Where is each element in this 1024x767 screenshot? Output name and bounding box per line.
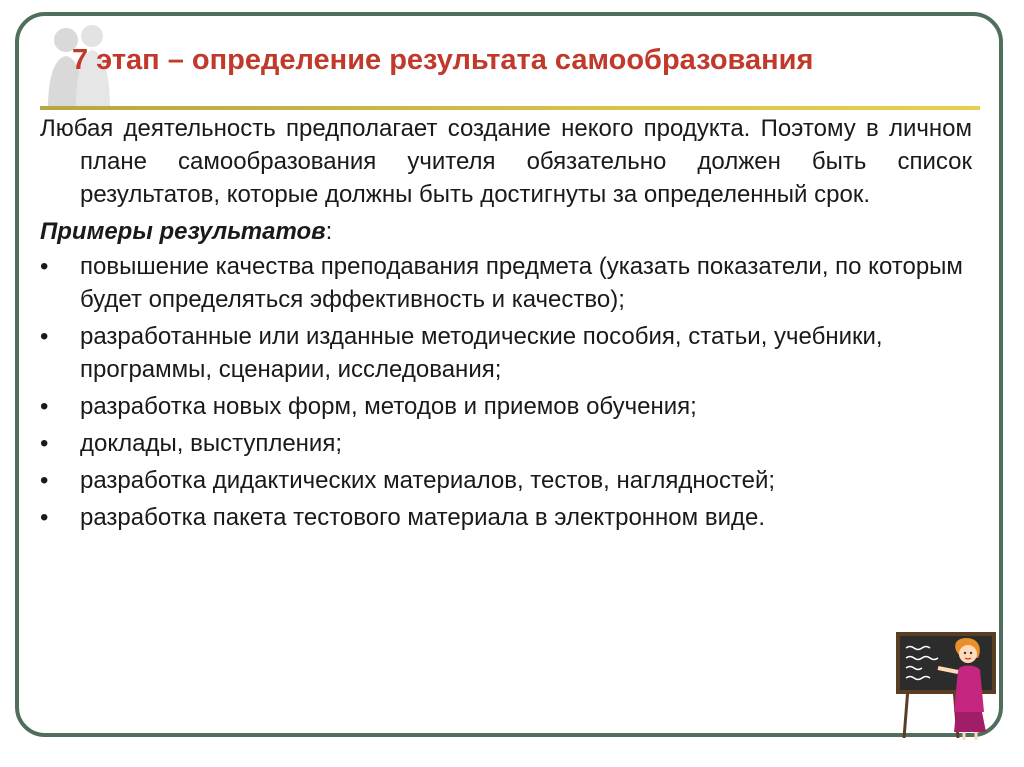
examples-heading-text: Примеры результатов	[40, 218, 326, 245]
bullet-icon: •	[40, 253, 49, 280]
list-item	[40, 390, 972, 423]
bullet-icon: •	[40, 323, 49, 350]
list-item	[40, 464, 972, 497]
list-item	[40, 320, 972, 386]
slide-title: 7 этап – определение результата самообразования	[72, 44, 814, 76]
list-item-text: разработанные или изданные методические пособия, статьи, учебники, программы, сценарии, исследования;	[80, 323, 883, 383]
examples-heading	[40, 215, 972, 248]
list-item-text: повышение качества преподавания предмета (указать показатели, по которым будет определяться эффективность и качество);	[80, 253, 963, 313]
intro-paragraph: Любая деятельность предполагает создание некого продукта. Поэтому в личном плане самообразования учителя обязательно должен быть список результатов, которые должны быть достигнуты за определенный срок.	[40, 115, 972, 208]
teacher-at-chalkboard-icon	[894, 628, 1002, 740]
examples-heading-colon: :	[325, 218, 333, 245]
slide-content	[40, 112, 972, 538]
bullet-icon: •	[40, 504, 49, 531]
list-item-text: доклады, выступления;	[80, 430, 342, 457]
title-underline	[40, 106, 980, 110]
list-item	[40, 501, 972, 534]
list-item	[40, 250, 972, 316]
list-item-text: разработка дидактических материалов, тестов, наглядностей;	[80, 467, 776, 494]
list-item	[40, 427, 972, 460]
bullet-icon: •	[40, 430, 49, 457]
list-item-text: разработка пакета тестового материала в электронном виде.	[80, 504, 765, 531]
bullet-icon: •	[40, 393, 49, 420]
results-list	[40, 250, 972, 534]
bullet-icon: •	[40, 467, 49, 494]
list-item-text: разработка новых форм, методов и приемов обучения;	[80, 393, 697, 420]
